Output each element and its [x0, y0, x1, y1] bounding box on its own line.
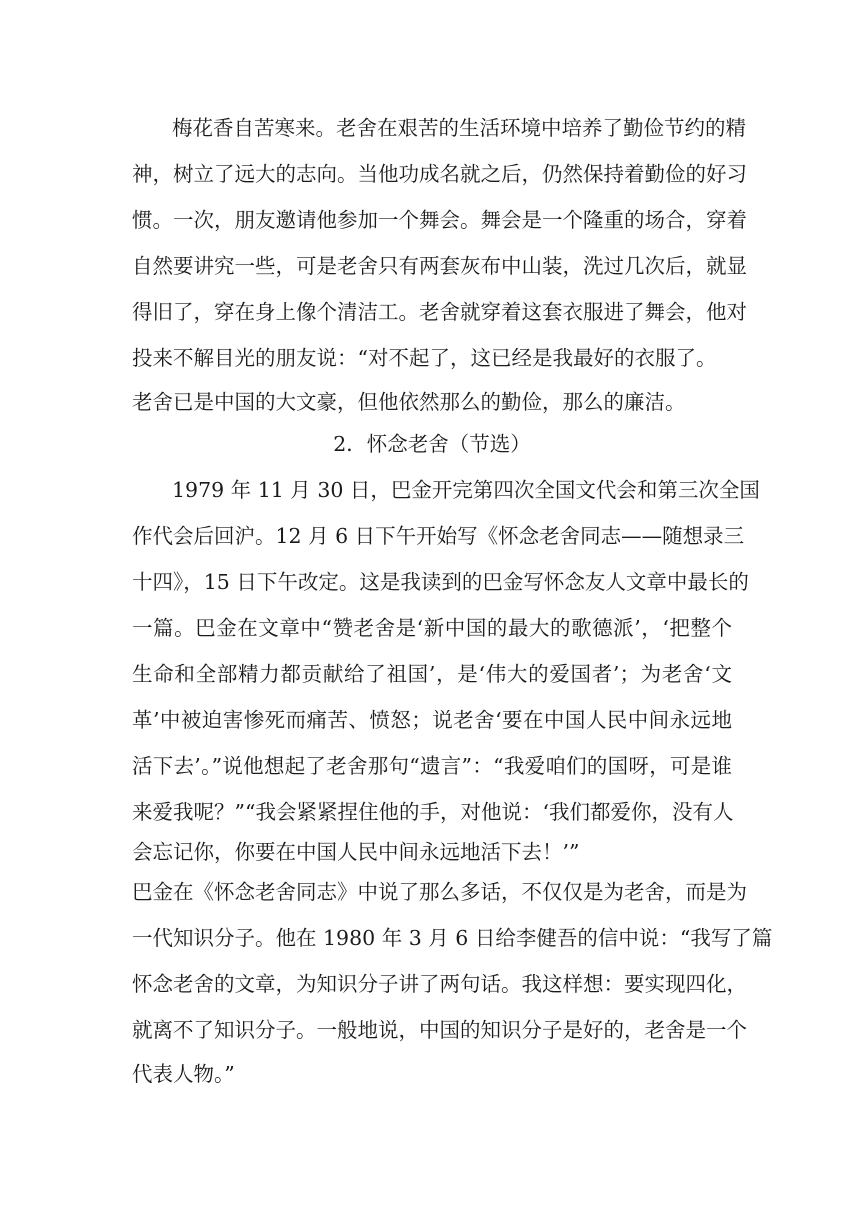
section-heading: 2．怀念老舍（节选） — [333, 432, 531, 456]
paragraph-line: 作代会后回沪。12 月 6 日下午开始写《怀念老舍同志——随想录三 — [132, 524, 745, 548]
paragraph-line: 惯。一次，朋友邀请他参加一个舞会。舞会是一个隆重的场合，穿着 — [132, 208, 747, 232]
paragraph-line: 一代知识分子。他在 1980 年 3 月 6 日给李健吾的信中说：“我写了篇 — [132, 926, 773, 950]
paragraph-line: 神，树立了远大的志向。当他功成名就之后，仍然保持着勤俭的好习 — [132, 162, 747, 186]
paragraph-line: 活下去’。”说他想起了老舍那句“遗言”：“我爱咱们的国呀，可是谁 — [132, 754, 732, 778]
paragraph-line: 十四》，15 日下午改定。这是我读到的巴金写怀念友人文章中最长的 — [132, 570, 749, 594]
paragraph-line: 就离不了知识分子。一般地说，中国的知识分子是好的，老舍是一个 — [132, 1018, 747, 1042]
paragraph-line: 会忘记你，你要在中国人民中间永远地活下去！’” — [132, 840, 580, 864]
paragraph-line: 生命和全部精力都贡献给了祖国’，是‘伟大的爱国者’；为老舍‘文 — [132, 662, 732, 686]
paragraph-line: 革’中被迫害惨死而痛苦、愤怒；说老舍‘要在中国人民中间永远地 — [132, 708, 732, 732]
paragraph-line: 得旧了，穿在身上像个清洁工。老舍就穿着这套衣服进了舞会，他对 — [132, 300, 747, 324]
paragraph-line: 老舍已是中国的大文豪，但他依然那么的勤俭，那么的廉洁。 — [132, 390, 686, 414]
paragraph-line: 投来不解目光的朋友说：“对不起了，这已经是我最好的衣服了。 — [132, 346, 717, 370]
paragraph-line: 巴金在《怀念老舍同志》中说了那么多话，不仅仅是为老舍，而是为 — [132, 880, 747, 904]
paragraph-line: 代表人物。” — [132, 1062, 235, 1086]
paragraph-line: 自然要讲究一些，可是老舍只有两套灰布中山装，洗过几次后，就显 — [132, 254, 747, 278]
paragraph-line: 来爱我呢？”“我会紧紧捏住他的手，对他说：‘我们都爱你，没有人 — [132, 800, 734, 824]
paragraph-line: 一篇。巴金在文章中“赞老舍是‘新中国的最大的歌德派’，‘把整个 — [132, 616, 732, 640]
paragraph-line: 怀念老舍的文章，为知识分子讲了两句话。我这样想：要实现四化， — [132, 972, 747, 996]
paragraph-line: 1979 年 11 月 30 日，巴金开完第四次全国文代会和第三次全国 — [172, 478, 760, 502]
paragraph-line: 梅花香自苦寒来。老舍在艰苦的生活环境中培养了勤俭节约的精 — [172, 116, 746, 140]
